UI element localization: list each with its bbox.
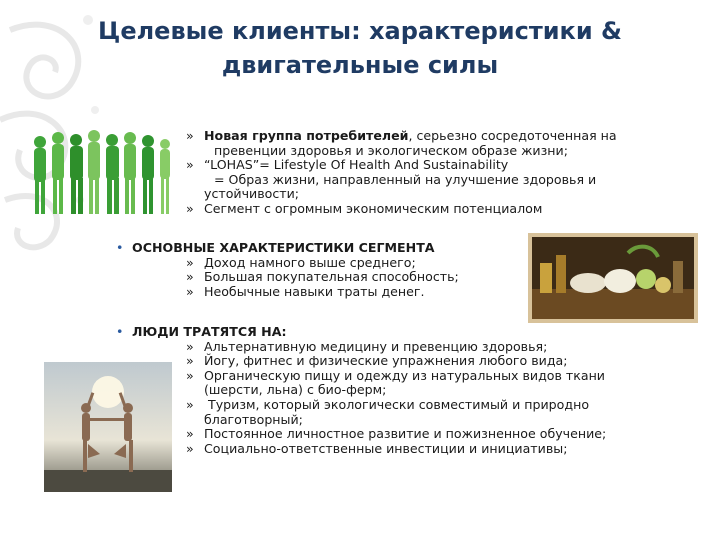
spending-item-text: Органическую пищу и одежду из натуральных видов ткани <box>204 367 605 383</box>
list-item <box>186 202 686 217</box>
spending-item-text: Туризм, который экологически совместимый и природно <box>204 396 590 412</box>
sub-marker: » <box>186 367 194 383</box>
intro-list <box>186 129 686 217</box>
spending-item-text-continued: (шерсти, льна) с био-ферм; <box>204 382 387 398</box>
sub-marker: » <box>186 283 194 299</box>
sub-marker: » <box>186 440 194 456</box>
segment-item-text: Большая покупательная способность; <box>204 269 459 285</box>
list-item <box>186 158 686 202</box>
list-item <box>186 270 534 285</box>
list-item <box>186 285 534 300</box>
sub-marker: » <box>186 426 194 442</box>
sub-marker: » <box>186 200 194 216</box>
sub-marker: » <box>186 338 194 354</box>
list-item <box>186 442 694 457</box>
sub-marker: » <box>186 353 194 369</box>
list-item <box>186 398 694 427</box>
sub-marker: » <box>186 128 194 143</box>
segment-item-text: Доход намного выше среднего; <box>204 254 416 270</box>
spa-image <box>528 233 698 323</box>
spending-section <box>114 325 694 456</box>
segment-heading-text: ОСНОВНЫЕ ХАРАКТЕРИСТИКИ СЕГМЕНТА <box>132 240 435 255</box>
list-item <box>186 256 534 271</box>
bullet-marker: • <box>116 324 124 339</box>
segment-heading <box>114 241 534 256</box>
title-line-2: двигательные силы <box>221 51 499 79</box>
sub-marker: » <box>186 254 194 270</box>
intro-text-continued: = Образ жизни, направленный на улучшение здоровья и <box>214 171 597 187</box>
spending-heading <box>114 325 694 340</box>
intro-text: , серьезно сосредоточенная на <box>408 128 617 143</box>
list-item <box>186 129 686 158</box>
green-people-image <box>28 128 176 218</box>
sub-marker: » <box>186 269 194 285</box>
spending-item-text: Постоянное личностное развитие и пожизненное обучение; <box>204 426 607 442</box>
intro-text-continued: превенции здоровья и экологическом образе жизни; <box>214 142 568 158</box>
spending-item-text-continued: благотворный; <box>204 411 303 427</box>
page-title <box>40 14 680 82</box>
list-item <box>186 369 694 398</box>
bullet-marker: • <box>116 240 124 255</box>
spending-heading-text: ЛЮДИ ТРАТЯТСЯ НА: <box>132 324 287 339</box>
intro-text: “LOHAS”= Lifestyle Of Health And Sustainability <box>204 157 509 173</box>
segment-section <box>114 241 534 299</box>
spending-item-text: Альтернативную медицину и превенцию здоровья; <box>204 338 548 354</box>
sub-marker: » <box>186 396 194 412</box>
list-item <box>186 340 694 355</box>
intro-text-continued: устойчивости; <box>204 186 300 202</box>
list-item <box>186 354 694 369</box>
list-item <box>186 427 694 442</box>
sub-marker: » <box>186 157 194 173</box>
spending-item-text: Йогу, фитнес и физические упражнения любого вида; <box>204 353 568 369</box>
intro-text: Сегмент с огромным экономическим потенциалом <box>204 200 543 216</box>
segment-item-text: Необычные навыки траты денег. <box>204 283 425 299</box>
spending-item-text: Социально-ответственные инвестиции и инициативы; <box>204 440 568 456</box>
title-line-1: Целевые клиенты: характеристики & <box>98 17 622 45</box>
intro-bold-text: Новая группа потребителей <box>204 128 409 143</box>
